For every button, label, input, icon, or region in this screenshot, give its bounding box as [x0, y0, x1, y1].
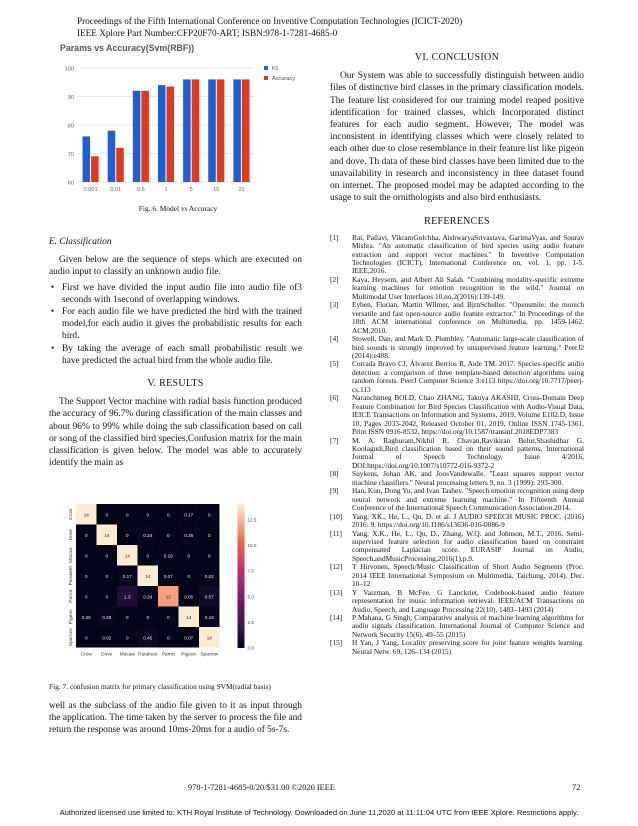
cell-value: 0: [166, 512, 170, 518]
fig6-caption: Fig. 6. Model vs Accuracy: [138, 204, 218, 213]
bar-f1: [158, 85, 166, 182]
column-label: Pigeon: [181, 652, 197, 658]
colorbar-tick: 0.0: [247, 645, 254, 651]
x-tick-label: 20: [238, 187, 245, 193]
cell-value: 0: [207, 532, 211, 538]
colorbar-segment: [238, 518, 245, 522]
cell-value: 0: [146, 553, 150, 559]
reference-item: [330, 589, 584, 614]
colorbar-segment: [238, 608, 245, 612]
reference-number: [13]: [330, 587, 343, 597]
reference-number: [1]: [330, 232, 339, 242]
cell-value: 14: [145, 573, 151, 579]
reference-text: Stowell, Dan, and Mark D. Plumbley. "Automatic large-scale classification of bird sounds is strongly improved by unsupervised feature learning." PeerJ2 (2014):e488.: [352, 334, 584, 360]
colorbar-segment: [238, 579, 245, 583]
cell-value: 0: [166, 532, 170, 538]
cell-value: 0: [207, 512, 211, 518]
right-column: [330, 52, 584, 656]
colorbar-segment: [238, 533, 245, 537]
colorbar-segment: [238, 554, 245, 558]
conclusion-paragraph: Our System was able to successfully distinguish between audio files of distinctive bird classes in the primary classification models. The feature list considered for our training model reaped positive identification for trained classes, which Incorporated distinct features for each audio segment. However, The model was inconsistent in identifying classes which were closely related to each other due to close resemblance in their feature list like pigeon and dove. Th data of these bird classes have been limited due to the unavailability in research and inconsistency in thee dataset found on internet. The proposed model may be adapted according to the usage to suit the ornithologists and also bird enthusiasts.: [330, 71, 584, 204]
list-item: • By taking the average of each small probabilistic result we have predicted the actual bird from the whole audio file.: [51, 343, 302, 366]
colorbar-segment: [238, 536, 245, 540]
colorbar-segment: [238, 504, 245, 508]
colorbar-segment: [238, 594, 245, 598]
section-vi-heading: VI. CONCLUSION: [414, 52, 500, 63]
reference-text: Y Vaizman, B McFee, G Lanckriet, Codebook-based audio feature representation for music information retrieval. IEEE/ACM Transactions on Audio, Speech, and Language Processing 22(10), 1483–1493 (2014): [352, 587, 584, 614]
colorbar-segment: [238, 640, 245, 644]
cell-value: 0: [187, 573, 191, 579]
cell-value: 0.17: [184, 512, 194, 518]
reference-text: Yang, X.K., He, L., Qu, D., Zhang, W.Q. and Johnson, M.T., 2016. Semi-supervised feature selection for audio classification based on constraint compensated Laplacian score. EURASIP Journal on Audio, Speech,andMusicProcessing,2016(1),p.9.: [352, 528, 584, 563]
colorbar-segment: [238, 583, 245, 587]
isbn-footer: 978-1-7281-4685-0/20/$31.00 ©2020 IEEE: [187, 783, 335, 792]
x-tick-label: 0.5: [136, 187, 145, 193]
column-label: Sparrow: [200, 652, 219, 658]
cell-value: 1.3: [124, 594, 131, 600]
colorbar-segment: [238, 565, 245, 569]
cell-value: 0: [84, 594, 88, 600]
bar-accuracy: [167, 87, 175, 182]
x-tick-label: 0.001: [83, 187, 98, 193]
colorbar-tick: 2.5: [247, 619, 254, 625]
colorbar-segment: [238, 622, 245, 626]
reference-text: P Mahana, G Singh, Comparative analysis of machine learning algorithms for audio signals classification. International Journal of Computer Science and Network Security 15(6), 49–55 (2015): [352, 613, 584, 639]
colorbar-segment: [238, 590, 245, 594]
reference-text: Kaya, Heysem, and Albert Ali Salah. "Combining modality-specific extreme learning machines for emotion recognition in the wild." Journal on Multimodal User Interfaces 10,no.2(2016):139-149.: [352, 274, 584, 301]
reference-item: [330, 563, 584, 588]
reference-number: [7]: [330, 435, 339, 445]
legend-swatch: [264, 66, 268, 70]
colorbar-segment: [238, 558, 245, 562]
colorbar-segment: [238, 587, 245, 591]
bar-accuracy: [116, 148, 124, 182]
reference-text: T Hirvonen, Speech/Music Classification of Short Audio Segments (Proc. 2014 IEEE International Symposium on Multimedia, Taichung, 2014). Dec. 10–12: [352, 562, 584, 589]
reference-item: [330, 360, 584, 394]
reference-item: [330, 335, 584, 360]
reference-text: Han, Kun, Dong Yu, and Ivan Tashev. "Speech emotion recognition using deep neural network and extreme learning machine." In Fifteenth Annual Conference of the International Speech Communication Association.2014.: [352, 486, 584, 513]
section-e-heading: E. Classification: [49, 237, 112, 247]
bar-f1: [83, 136, 91, 182]
bar-f1: [133, 91, 141, 182]
colorbar-segment: [238, 604, 245, 608]
reference-item: [330, 234, 584, 276]
bar-f1: [183, 79, 191, 182]
bar-accuracy: [217, 79, 225, 182]
cell-value: 14: [83, 512, 89, 518]
cell-value: 0.02: [204, 573, 214, 579]
colorbar-segment: [238, 633, 245, 637]
column-label: Dove: [101, 652, 113, 658]
reference-number: [3]: [330, 300, 339, 310]
colorbar-segment: [238, 630, 245, 634]
colorbar-segment: [238, 511, 245, 515]
y-tick-label: 70: [67, 152, 74, 158]
cell-value: 0: [84, 635, 88, 641]
reference-item: [330, 437, 584, 471]
reference-number: [2]: [330, 274, 339, 284]
colorbar-segment: [238, 540, 245, 544]
reference-number: [12]: [330, 562, 343, 572]
cell-value: 12: [165, 594, 171, 600]
cell-value: 0: [105, 594, 109, 600]
cell-value: 0: [105, 553, 109, 559]
colorbar: [238, 504, 245, 648]
bar-accuracy: [192, 79, 200, 182]
column-label: Macaw: [119, 652, 135, 658]
colorbar-segment: [238, 515, 245, 519]
colorbar-segment: [238, 529, 245, 533]
cell-value: 0: [125, 512, 129, 518]
cell-value: 0: [125, 532, 129, 538]
cell-value: 0.05: [81, 614, 91, 620]
colorbar-tick: 12.5: [247, 517, 257, 523]
cell-value: 0.45: [143, 635, 153, 641]
cell-value: 14: [206, 635, 212, 641]
reference-text: Suykens, Johan AK, and JoosVandewalle. "Least squares support vector machine classifiers." Neural processing letters 9, no. 3 (1999): 293-300.: [352, 469, 584, 487]
reference-text: H Yan, J Yang, Locality preserving score for joint feature weights learning. Neural Netw. 69, 126–134 (2015): [352, 638, 584, 656]
cell-value: 0: [207, 553, 211, 559]
colorbar-segment: [238, 637, 245, 641]
reference-item: [330, 614, 584, 639]
proceedings-header: Proceedings of the Fifth International Conference on Inventive Computation Technologies (ICICT-2020): [77, 16, 463, 26]
cell-value: 14: [186, 614, 192, 620]
cell-value: 0: [105, 512, 109, 518]
results-paragraph-continued: well as the subclass of the audio file given to it as input through the application. The time taken by the server to process the file and return the response was around 10ms-20ms for a audio of 5s-7s.: [49, 701, 302, 736]
cell-value: 0: [166, 635, 170, 641]
colorbar-segment: [238, 526, 245, 530]
colorbar-segment: [238, 522, 245, 526]
row-label: Macaw: [69, 547, 74, 563]
reference-number: [6]: [330, 393, 339, 403]
cell-value: 14: [104, 532, 110, 538]
reference-text: M. A. Raghuram,Nikhil R. Chavan,Ravikiran Belur,Shashidhar G. Koolagudi,Bird classification based on their sound patterns, International Journal of Speech Technology, Issue 4/2016, DOI:https://doi.org/10.1007/s10772-016-9372-2: [352, 435, 584, 470]
reference-text: Rai, Pallavi, VikramGolchha, AishwaryaSrivastava, GarimaVyas, and Sourav Mishra. "An automatic classification of bird species using audio feature extraction and support vector machines." In Inventive Computation Technologies (ICICT), International Conference on, vol. 1, pp. 1-5. IEEE,2016.: [352, 232, 584, 276]
cell-value: 14: [124, 553, 130, 559]
isbn-header: IEEE Xplore Part Number:CFP20F70-ART; ISBN:978-1-7281-4685-0: [77, 28, 338, 38]
y-tick-label: 80: [67, 123, 74, 130]
bar-accuracy: [91, 156, 99, 182]
legend-label: F1: [272, 66, 279, 72]
cell-value: 0: [125, 635, 129, 641]
reference-number: [9]: [330, 486, 339, 496]
colorbar-segment: [238, 572, 245, 576]
classification-steps-list: [49, 282, 302, 367]
colorbar-tick: 7.5: [247, 568, 254, 574]
row-label: Parrot: [69, 589, 74, 603]
colorbar-segment: [238, 612, 245, 616]
colorbar-tick: 5.0: [247, 594, 254, 600]
colorbar-segment: [238, 547, 245, 551]
row-label: Pigeon: [69, 609, 74, 625]
x-tick-label: 1: [164, 187, 168, 193]
cell-value: 0.07: [184, 635, 194, 641]
list-item: • For each audio file we have predicted the bird with the trained model,for each audio it gives the probabilistic results for each bird.: [51, 307, 302, 342]
cell-value: 0: [84, 532, 88, 538]
column-label: Parrot: [161, 652, 175, 658]
fig7-caption: Fig. 7. confusion matrix for primary classification using SVM(radial basis): [49, 682, 271, 691]
cell-value: 0: [146, 614, 150, 620]
reference-number: [14]: [330, 613, 343, 623]
reference-item: [330, 639, 584, 656]
reference-item: [330, 301, 584, 335]
bar-f1: [233, 79, 241, 182]
cell-value: 0.19: [163, 553, 173, 559]
colorbar-segment: [238, 619, 245, 623]
colorbar-segment: [238, 508, 245, 512]
reference-number: [11]: [330, 528, 342, 538]
row-label: Crow: [69, 508, 74, 520]
cell-value: 0.24: [143, 594, 153, 600]
y-tick-label: 90: [67, 95, 74, 101]
colorbar-tick: 10.0: [247, 543, 257, 548]
cell-value: 0: [166, 614, 170, 620]
references-list: [330, 234, 584, 657]
x-tick-label: 0.01: [110, 187, 122, 193]
x-tick-label: 10: [213, 187, 220, 193]
colorbar-segment: [238, 561, 245, 565]
reference-item: [330, 530, 584, 564]
x-tick-label: 5: [189, 187, 193, 193]
cell-value: 0.24: [143, 532, 153, 538]
colorbar-segment: [238, 601, 245, 605]
row-label: Dove: [69, 529, 74, 541]
cell-value: 0.02: [102, 635, 112, 641]
cell-value: 0: [125, 614, 129, 620]
cell-value: 0: [84, 573, 88, 579]
section-v-heading: V. RESULTS: [147, 378, 204, 390]
colorbar-segment: [238, 597, 245, 601]
cell-value: 0.57: [204, 594, 214, 600]
cell-value: 0: [105, 573, 109, 579]
colorbar-segment: [238, 644, 245, 648]
reference-item: [330, 276, 584, 301]
colorbar-segment: [238, 626, 245, 630]
reference-item: [330, 394, 584, 436]
cell-value: 0: [84, 553, 88, 559]
reference-number: [15]: [330, 638, 343, 648]
reference-number: [4]: [330, 334, 339, 344]
legend-label: Accuracy: [272, 76, 296, 82]
legend-swatch: [264, 76, 268, 80]
references-heading: REFERENCES: [424, 216, 490, 228]
params-accuracy-bar-chart: [56, 40, 300, 198]
left-column-upper: [49, 236, 302, 469]
reference-text: Corrada Bravo CJ, Álvarez Berríos R, Aide TM. 2017. Species-specific audio detection: a comparison of three template-based detection algorithms using random forests. PeerJ Computer Science 3:e113 https://doi.org/10.7717/peerj-cs.113: [352, 359, 584, 394]
reference-item: [330, 513, 584, 530]
reference-item: [330, 487, 584, 512]
column-label: Parakeet: [138, 652, 158, 658]
license-notice: Authorized licensed use limited to: KTH Royal Institute of Technology. Downloaded on June 11,2020 at 11:11:04 UTC from IEEE Xplore. Restrictions apply.: [59, 808, 579, 817]
colorbar-segment: [238, 543, 245, 547]
cell-value: 0: [146, 512, 150, 518]
list-item: • First we have divided the input audio file into audio file of3 seconds with 1second of overlapping windows.: [51, 282, 302, 305]
reference-text: Eyben, Florian, Martin Wllmer, and BjrnSchuller. "Opensmile: the munich versatile and fast open-source audio feature extractor." In Proceedings of the 18th ACM international conference on Multimedia, pp. 1459-1462. ACM,2010.: [352, 300, 584, 335]
column-label: Crow: [80, 652, 92, 658]
row-label: Parakeet: [69, 566, 74, 586]
reference-number: [10]: [330, 511, 343, 521]
confusion-matrix-heatmap: [48, 496, 304, 666]
cell-value: 0.17: [122, 573, 132, 579]
classification-paragraph: Given below are the sequence of steps which are executed on audio input to classify an unknown audio file.: [49, 255, 302, 278]
colorbar-segment: [238, 569, 245, 573]
bar-accuracy: [141, 91, 149, 182]
row-label: Sparrow: [69, 628, 74, 647]
page-number: 72: [572, 783, 581, 792]
results-paragraph: The Support Vector machine with radial basis function produced the accuracy of 96.7% during classification of the main classes and about 96% to 99% while doing the sub classification based on call or song of the classified bird species.Confusion matrix for the main classification is given below. The model was able to accurately identify the main as: [49, 397, 302, 469]
chart-title: Params vs Accuracy(Svm(RBF)): [60, 43, 195, 53]
cell-value: 0.29: [102, 614, 112, 620]
reference-item: [330, 470, 584, 487]
cell-value: 0: [187, 553, 191, 559]
cell-value: 0.07: [163, 573, 173, 579]
bar-accuracy: [242, 79, 250, 182]
bar-f1: [208, 79, 216, 182]
reference-number: [5]: [330, 359, 339, 369]
colorbar-segment: [238, 551, 245, 555]
bar-f1: [108, 131, 116, 182]
cell-value: 0.05: [184, 594, 194, 600]
reference-text: Yang, XK., He, L., Qu, D. et al. J AUDIO SPEECH MUSIC PROC. (2016) 2016: 9. https://doi.org/10.1186/s13636-016-0086-9: [352, 511, 584, 530]
colorbar-segment: [238, 615, 245, 619]
y-tick-label: 60: [67, 180, 74, 187]
reference-text: Naranchimeg BOLD, Chao ZHANG, Takuya AKASHI, Cross-Domain Deep Feature Combination for Bird Species Classification with Audio-Visual Data, IEICE Transactions on Information and Systems, 2019, Volume E102.D, Issue 10, Pages 2033-2042, Released October 01, 2019, Online ISSN 1745-1361, Print ISSN 0916-8532, https://doi.org/10.1587/transinf.2018EDP7383: [352, 393, 584, 437]
cell-value: 0.19: [204, 614, 214, 620]
colorbar-segment: [238, 576, 245, 580]
reference-number: [8]: [330, 469, 339, 479]
cell-value: 0.26: [184, 532, 194, 538]
y-tick-label: 100: [64, 66, 74, 73]
